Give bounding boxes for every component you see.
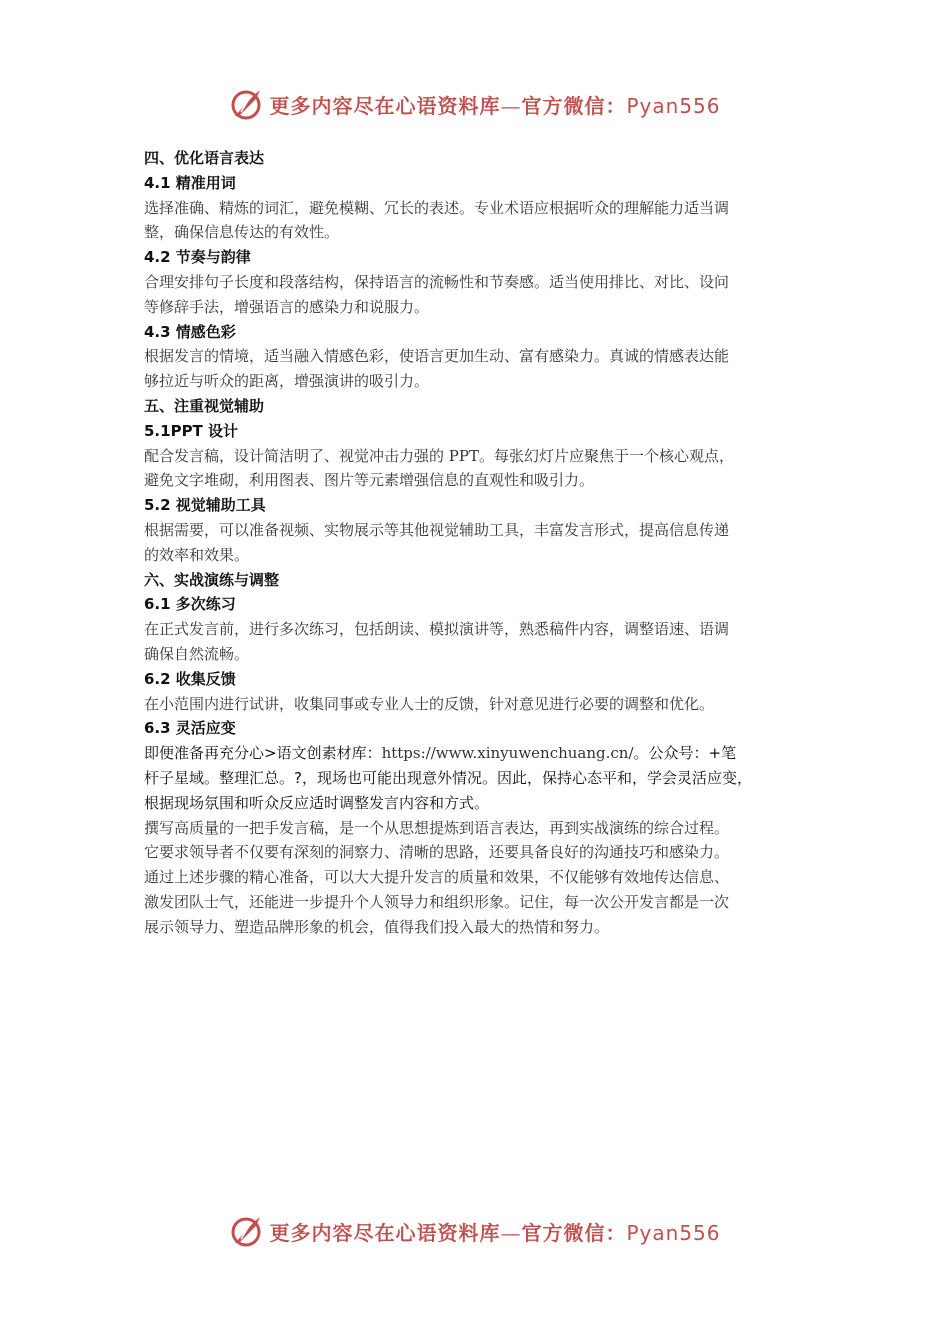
- paragraph-line: 根据需要，可以准备视频、实物展示等其他视觉辅助工具，丰富发言形式，提高信息传递: [144, 520, 730, 539]
- paragraph-line: 通过上述步骤的精心准备，可以大大提升发言的质量和效果，不仅能够有效地传达信息、: [144, 868, 730, 887]
- subsection-heading: 4.2 节奏与韵律: [144, 248, 251, 267]
- subsection-heading: 6.2 收集反馈: [144, 669, 236, 688]
- section-heading: 四、优化语言表达: [144, 149, 265, 167]
- paragraph-line: 等修辞手法，增强语言的感染力和说服力。: [144, 297, 430, 316]
- banner-text: 更多内容尽在心语资料库—官方微信：Pyan556: [269, 93, 721, 118]
- paragraph-line: 配合发言稿，设计简洁明了、视觉冲击力强的 PPT。每张幻灯片应聚焦于一个核心观点，: [144, 446, 734, 465]
- paragraph-line: 根据现场氛围和听众反应适时调整发言内容和方式。: [144, 793, 490, 812]
- paragraph-line: 杆子星域。整理汇总。?，现场也可能出现意外情况。因此，保持心态平和，学会灵活应变，: [144, 768, 752, 787]
- subsection-heading: 4.1 精准用词: [144, 173, 236, 192]
- paragraph-line: 撰写高质量的一把手发言稿，是一个从思想提炼到语言表达，再到实战演练的综合过程。: [144, 818, 730, 837]
- paragraph-line: 够拉近与听众的距离，增强演讲的吸引力。: [144, 372, 430, 391]
- paragraph-line: 选择准确、精炼的词汇，避免模糊、冗长的表述。专业术语应根据听众的理解能力适当调: [144, 198, 730, 217]
- paragraph-line: 展示领导力、塑造品牌形象的机会，值得我们投入最大的热情和努力。: [144, 917, 610, 936]
- paragraph-line: 的效率和效果。: [144, 545, 250, 564]
- paragraph-line: 确保自然流畅。: [144, 644, 250, 663]
- header-banner: [0, 84, 950, 124]
- document-body: [144, 146, 816, 940]
- subsection-heading: 5.2 视觉辅助工具: [144, 496, 266, 515]
- subsection-heading: 6.3 灵活应变: [144, 719, 236, 738]
- paragraph-line: 即便准备再充分心>语文创素材库：https://www.xinyuwenchuang.cn/。公众号：+笔: [144, 744, 737, 763]
- paragraph-line: 根据发言的情境，适当融入情感色彩，使语言更加生动、富有感染力。真诚的情感表达能: [144, 347, 730, 366]
- url-text: https://www.xinyuwenchuang.cn/: [381, 744, 634, 763]
- paragraph-line: 合理安排句子长度和段落结构，保持语言的流畅性和节奏感。适当使用排比、对比、设问: [144, 272, 730, 291]
- subsection-heading: 5.1PPT 设计: [144, 421, 239, 440]
- paragraph-line: 避免文字堆砌，利用图表、图片等元素增强信息的直观性和吸引力。: [144, 471, 595, 490]
- paragraph-line: 它要求领导者不仅要有深刻的洞察力、清晰的思路，还要具备良好的沟通技巧和感染力。: [144, 843, 730, 862]
- section-heading: 六、实战演练与调整: [144, 570, 280, 589]
- subsection-heading: 6.1 多次练习: [144, 595, 236, 614]
- paragraph-line: 激发团队士气，还能进一步提升个人领导力和组织形象。记住，每一次公开发言都是一次: [144, 892, 730, 911]
- banner-text: 更多内容尽在心语资料库—官方微信：Pyan556: [269, 1220, 721, 1245]
- quill-pen-logo-icon: [229, 86, 265, 122]
- paragraph-line: 在正式发言前，进行多次练习，包括朗读、模拟演讲等，熟悉稿件内容，调整语速、语调: [144, 620, 730, 639]
- quill-pen-logo-icon: [229, 1213, 265, 1249]
- paragraph-line: 在小范围内进行试讲，收集同事或专业人士的反馈，针对意见进行必要的调整和优化。: [144, 694, 715, 713]
- footer-banner: [0, 1211, 950, 1251]
- section-heading: 五、注重视觉辅助: [144, 396, 265, 415]
- paragraph-line: 整，确保信息传达的有效性。: [144, 223, 340, 242]
- subsection-heading: 4.3 情感色彩: [144, 322, 236, 341]
